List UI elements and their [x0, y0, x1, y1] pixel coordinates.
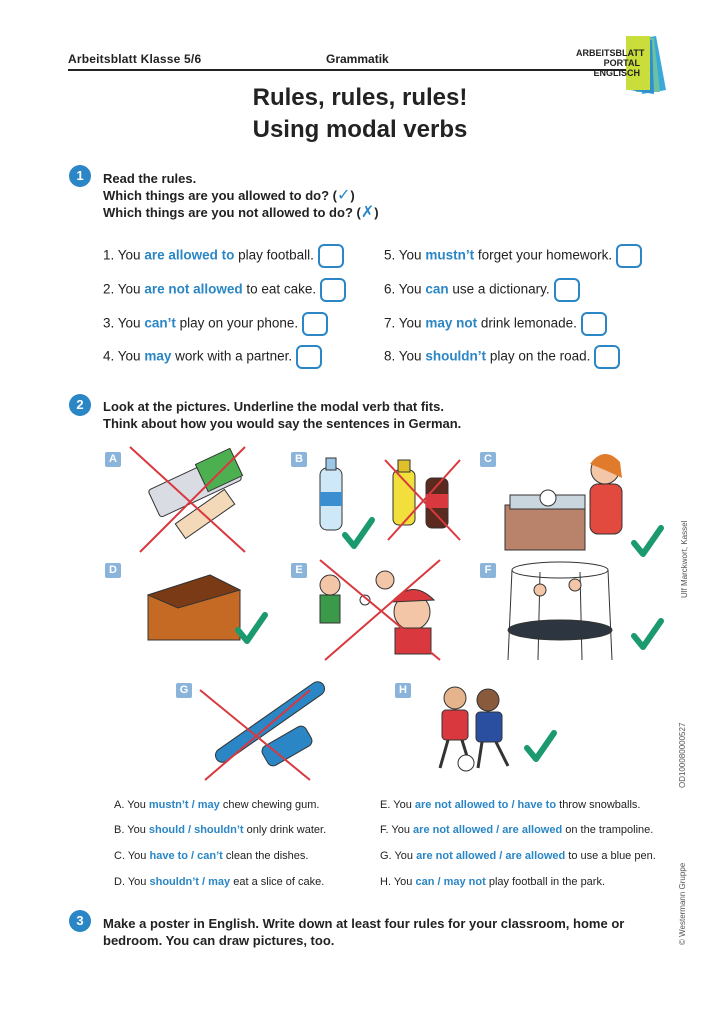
sentence-d: D. You shouldn’t / may eat a slice of cake.	[114, 876, 325, 888]
rule-2: 2. You are not allowed to eat cake.	[103, 278, 346, 302]
rule-4: 4. You may work with a partner.	[103, 345, 322, 369]
logo-line-1: ARBEITSBLATT	[576, 48, 645, 58]
task-3-number: 3	[69, 910, 91, 932]
sentence-a: A. You mustn’t / may chew chewing gum.	[114, 799, 320, 811]
page-title: Rules, rules, rules!	[252, 84, 468, 111]
logo-line-3: ENGLISCH	[593, 68, 640, 78]
sentence-e: E. You are not allowed to / have to throw snowballs.	[380, 799, 641, 811]
washing-dishes-illustration	[505, 454, 622, 550]
check-c-icon	[634, 528, 661, 554]
picture-label-g: G	[176, 683, 192, 698]
rule-7: 7. You may not drink lemonade.	[384, 312, 607, 336]
cake-slice-illustration	[148, 575, 240, 640]
picture-label-h: H	[395, 683, 411, 698]
sentence-h: H. You can / may not play football in the park.	[380, 876, 606, 888]
sentence-f: F. You are not allowed / are allowed on the trampoline.	[380, 824, 654, 836]
chewing-gum-illustration	[148, 448, 243, 538]
worksheet-class-label: Arbeitsblatt Klasse 5/6	[68, 52, 202, 66]
check-icon: ✓	[337, 187, 351, 204]
task-1-line-3: Which things are you not allowed to do? (✗)	[103, 204, 379, 221]
picture-label-f: F	[480, 563, 496, 578]
rule-3: 3. You can’t play on your phone.	[103, 312, 328, 336]
rule-8: 8. You shouldn’t play on the road.	[384, 345, 620, 369]
check-h-icon	[527, 733, 554, 759]
sentence-b: B. You should / shouldn’t only drink water.	[114, 824, 327, 836]
task-3-line-1: Make a poster in English. Write down at least four rules for your classroom, home or	[103, 916, 625, 931]
task-3-instructions	[103, 915, 624, 949]
task-3-line-2: bedroom. You can draw pictures, too.	[103, 933, 335, 948]
task-2-number: 2	[69, 394, 91, 416]
sentence-c: C. You have to / can’t clean the dishes.	[114, 850, 309, 862]
task-2-line-1: Look at the pictures. Underline the modal verb that fits.	[103, 399, 444, 414]
page-subtitle: Using modal verbs	[252, 116, 468, 143]
picture-label-b: B	[291, 452, 307, 467]
check-b-icon	[345, 520, 372, 546]
picture-label-d: D	[105, 563, 121, 578]
task-2-line-2: Think about how you would say the sentences in German.	[103, 416, 462, 431]
task-1-line-2: Which things are you allowed to do? (✓)	[103, 187, 355, 204]
logo-line-2: PORTAL	[603, 58, 640, 68]
trampoline-illustration	[508, 562, 612, 660]
rule-1: 1. You are allowed to play football.	[103, 244, 344, 268]
copyright-notice: © Westermann Gruppe	[678, 862, 687, 945]
subject-label: Grammatik	[326, 52, 389, 66]
document-code: OD100080000527	[678, 722, 687, 788]
picture-label-e: E	[291, 563, 307, 578]
task-1-number: 1	[69, 165, 91, 187]
illustrator-credit: Ulf Marckwort, Kassel	[680, 520, 689, 598]
football-players-illustration	[440, 687, 508, 771]
picture-label-a: A	[105, 452, 121, 467]
check-d-icon	[238, 615, 265, 641]
water-bottle-illustration	[320, 458, 342, 530]
task-1-line-1: Read the rules.	[103, 171, 197, 186]
check-f-icon	[634, 621, 661, 647]
rule-5: 5. You mustn’t forget your homework.	[384, 244, 642, 268]
picture-label-c: C	[480, 452, 496, 467]
rule-6: 6. You can use a dictionary.	[384, 278, 580, 302]
sentence-g: G. You are not allowed / are allowed to use a blue pen.	[380, 850, 656, 862]
cross-icon: ✗	[360, 204, 375, 221]
